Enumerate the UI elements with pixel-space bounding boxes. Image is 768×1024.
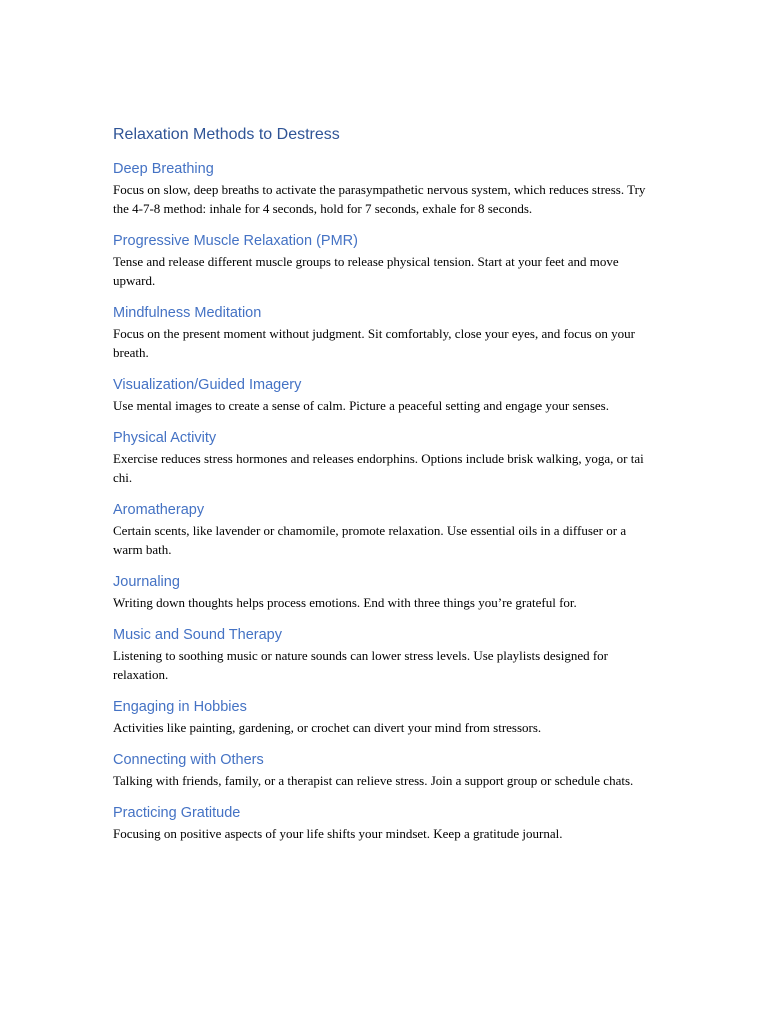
section-body: Tense and release different muscle groups to release physical tension. Start at your feet and move upward. xyxy=(113,254,619,288)
section-body: Focus on slow, deep breaths to activate the parasympathetic nervous system, which reduces stress. Try the 4-7-8 method: inhale for 4 seconds, hold for 7 seconds, exhale for 8 seconds. xyxy=(113,182,646,216)
section-heading: Deep Breathing xyxy=(113,161,214,177)
section-body: Exercise reduces stress hormones and releases endorphins. Options include brisk walking, yoga, or tai chi. xyxy=(113,451,644,485)
section-music-sound-therapy xyxy=(113,625,658,684)
section-mindfulness-meditation xyxy=(113,303,658,362)
section-body: Talking with friends, family, or a therapist can relieve stress. Join a support group or schedule chats. xyxy=(113,773,634,788)
section-heading: Physical Activity xyxy=(113,430,217,446)
document-page xyxy=(113,124,658,856)
section-heading: Progressive Muscle Relaxation (PMR) xyxy=(113,233,358,249)
section-body: Activities like painting, gardening, or crochet can divert your mind from stressors. xyxy=(113,720,542,735)
section-aromatherapy xyxy=(113,500,658,559)
section-heading: Aromatherapy xyxy=(113,502,205,518)
section-connecting-others xyxy=(113,750,658,790)
section-body: Certain scents, like lavender or chamomile, promote relaxation. Use essential oils in a diffuser or a warm bath. xyxy=(113,523,627,557)
section-practicing-gratitude xyxy=(113,803,658,843)
section-body: Listening to soothing music or nature sounds can lower stress levels. Use playlists designed for relaxation. xyxy=(113,648,609,682)
section-body: Focus on the present moment without judgment. Sit comfortably, close your eyes, and focus on your breath. xyxy=(113,326,635,360)
section-pmr xyxy=(113,231,658,290)
section-body: Focusing on positive aspects of your life shifts your mindset. Keep a gratitude journal. xyxy=(113,826,563,841)
section-heading: Practicing Gratitude xyxy=(113,805,241,821)
section-deep-breathing xyxy=(113,159,658,218)
section-visualization xyxy=(113,375,658,415)
section-body: Use mental images to create a sense of calm. Picture a peaceful setting and engage your senses. xyxy=(113,398,609,413)
section-body: Writing down thoughts helps process emotions. End with three things you’re grateful for. xyxy=(113,595,577,610)
section-heading: Music and Sound Therapy xyxy=(113,627,283,643)
section-heading: Connecting with Others xyxy=(113,752,264,768)
document-title: Relaxation Methods to Destress xyxy=(113,126,340,143)
section-heading: Journaling xyxy=(113,574,180,590)
section-engaging-hobbies xyxy=(113,697,658,737)
section-journaling xyxy=(113,572,658,612)
section-heading: Visualization/Guided Imagery xyxy=(113,377,302,393)
section-heading: Mindfulness Meditation xyxy=(113,305,262,321)
section-heading: Engaging in Hobbies xyxy=(113,699,247,715)
section-physical-activity xyxy=(113,428,658,487)
